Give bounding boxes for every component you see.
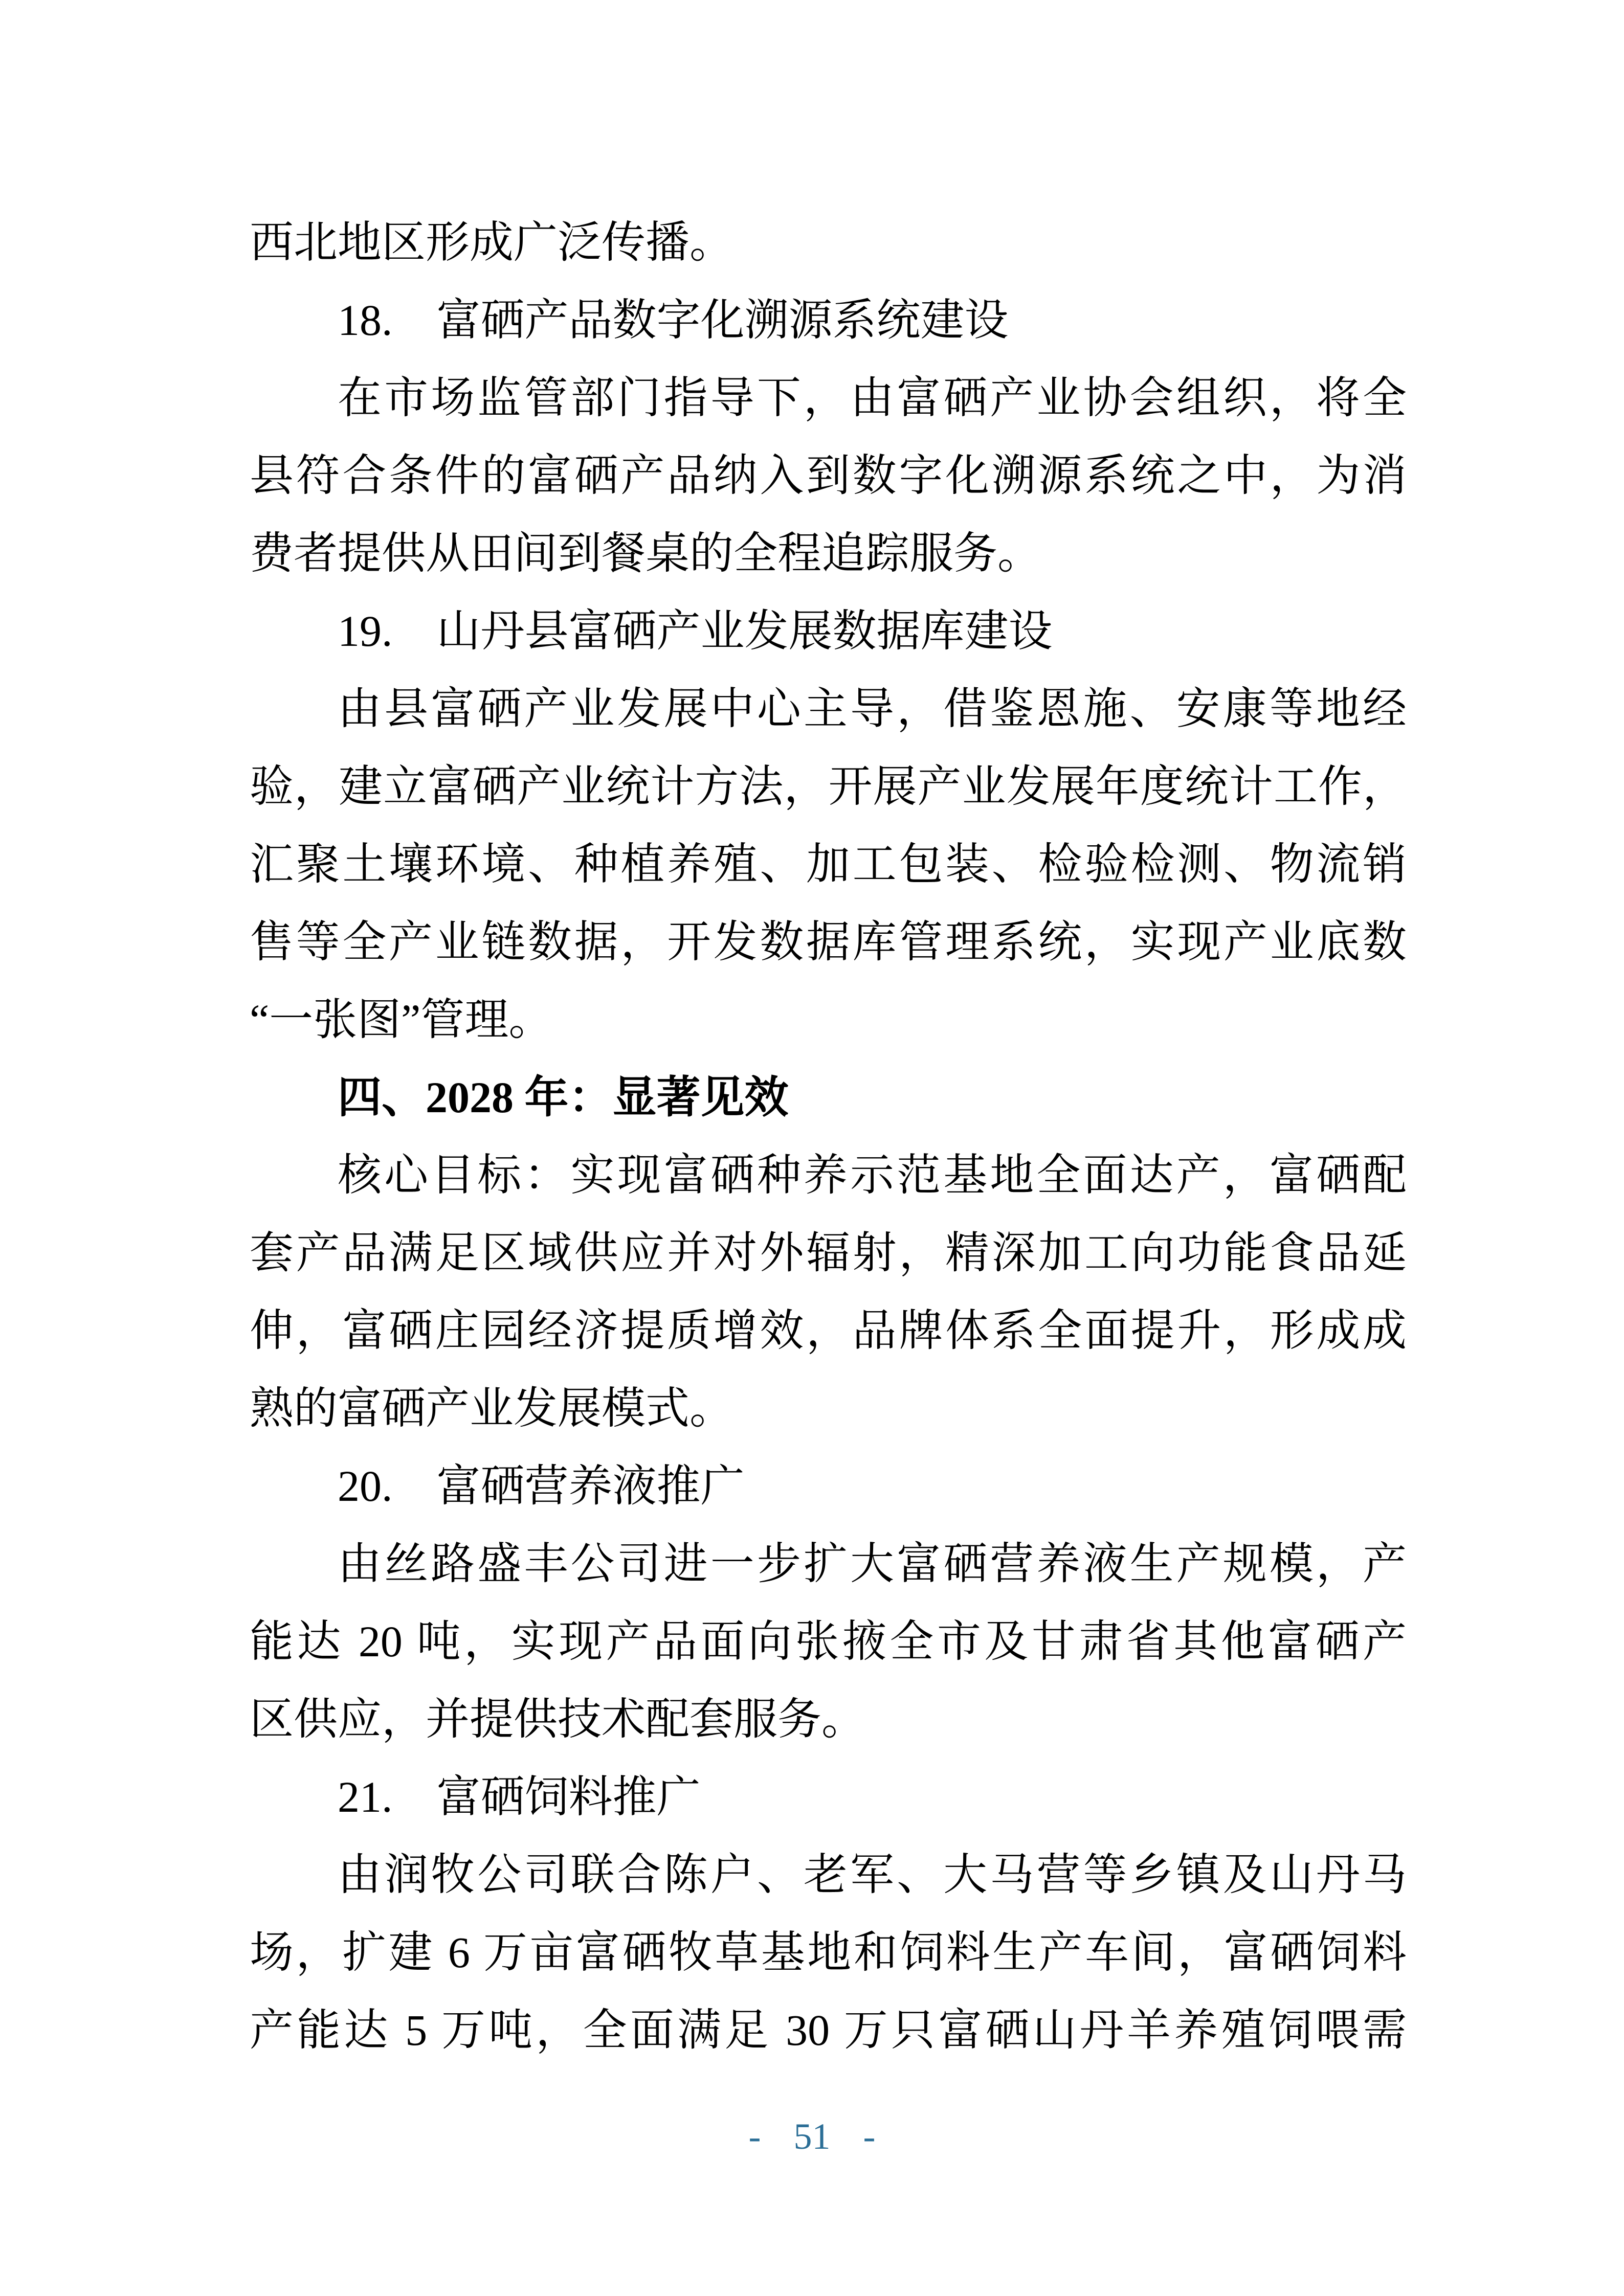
section-heading-4: 四、2028 年：显著见效 — [338, 1073, 789, 1122]
paragraph-line: 伸，富硒庄园经济提质增效，品牌体系全面提升，形成成 — [250, 1306, 1407, 1355]
document-body — [250, 204, 1407, 2069]
paragraph-line: 在市场监管部门指导下，由富硒产业协会组织，将全 — [338, 373, 1407, 422]
item-heading-18: 18. 富硒产品数字化溯源系统建设 — [338, 296, 1009, 345]
paragraph-line: 产能达 5 万吨，全面满足 30 万只富硒山丹羊养殖饲喂需 — [250, 2006, 1407, 2055]
paragraph-line: 熟的富硒产业发展模式。 — [250, 1384, 733, 1433]
paragraph-line: 汇聚土壤环境、种植养殖、加工包装、检验检测、物流销 — [250, 840, 1407, 889]
paragraph-line: 核心目标：实现富硒种养示范基地全面达产，富硒配 — [338, 1151, 1407, 1200]
paragraph-line: 西北地区形成广泛传播。 — [250, 218, 733, 267]
paragraph-line: 由润牧公司联合陈户、老军、大马营等乡镇及山丹马 — [338, 1850, 1407, 1899]
paragraph-line: 由县富硒产业发展中心主导，借鉴恩施、安康等地经 — [338, 684, 1407, 733]
paragraph-line: 验，建立富硒产业统计方法，开展产业发展年度统计工作， — [250, 762, 1407, 811]
item-heading-20: 20. 富硒营养液推广 — [338, 1461, 745, 1511]
paragraph-line: 由丝路盛丰公司进一步扩大富硒营养液生产规模，产 — [338, 1539, 1407, 1588]
item-heading-21: 21. 富硒饲料推广 — [338, 1772, 701, 1821]
paragraph-line: “一张图”管理。 — [250, 995, 553, 1044]
paragraph-line: 售等全产业链数据，开发数据库管理系统，实现产业底数 — [250, 917, 1407, 966]
paragraph-line: 场，扩建 6 万亩富硒牧草基地和饲料生产车间，富硒饲料 — [250, 1928, 1407, 1977]
paragraph-line: 套产品满足区域供应并对外辐射，精深加工向功能食品延 — [250, 1228, 1407, 1277]
paragraph-line: 能达 20 吨，实现产品面向张掖全市及甘肃省其他富硒产 — [250, 1617, 1407, 1666]
paragraph-line: 区供应，并提供技术配套服务。 — [250, 1695, 865, 1744]
item-heading-19: 19. 山丹县富硒产业发展数据库建设 — [338, 606, 1053, 656]
page-number: - 51 - — [748, 2116, 876, 2157]
paragraph-line: 费者提供从田间到餐桌的全程追踪服务。 — [250, 529, 1041, 578]
paragraph-line: 县符合条件的富硒产品纳入到数字化溯源系统之中，为消 — [250, 451, 1407, 500]
